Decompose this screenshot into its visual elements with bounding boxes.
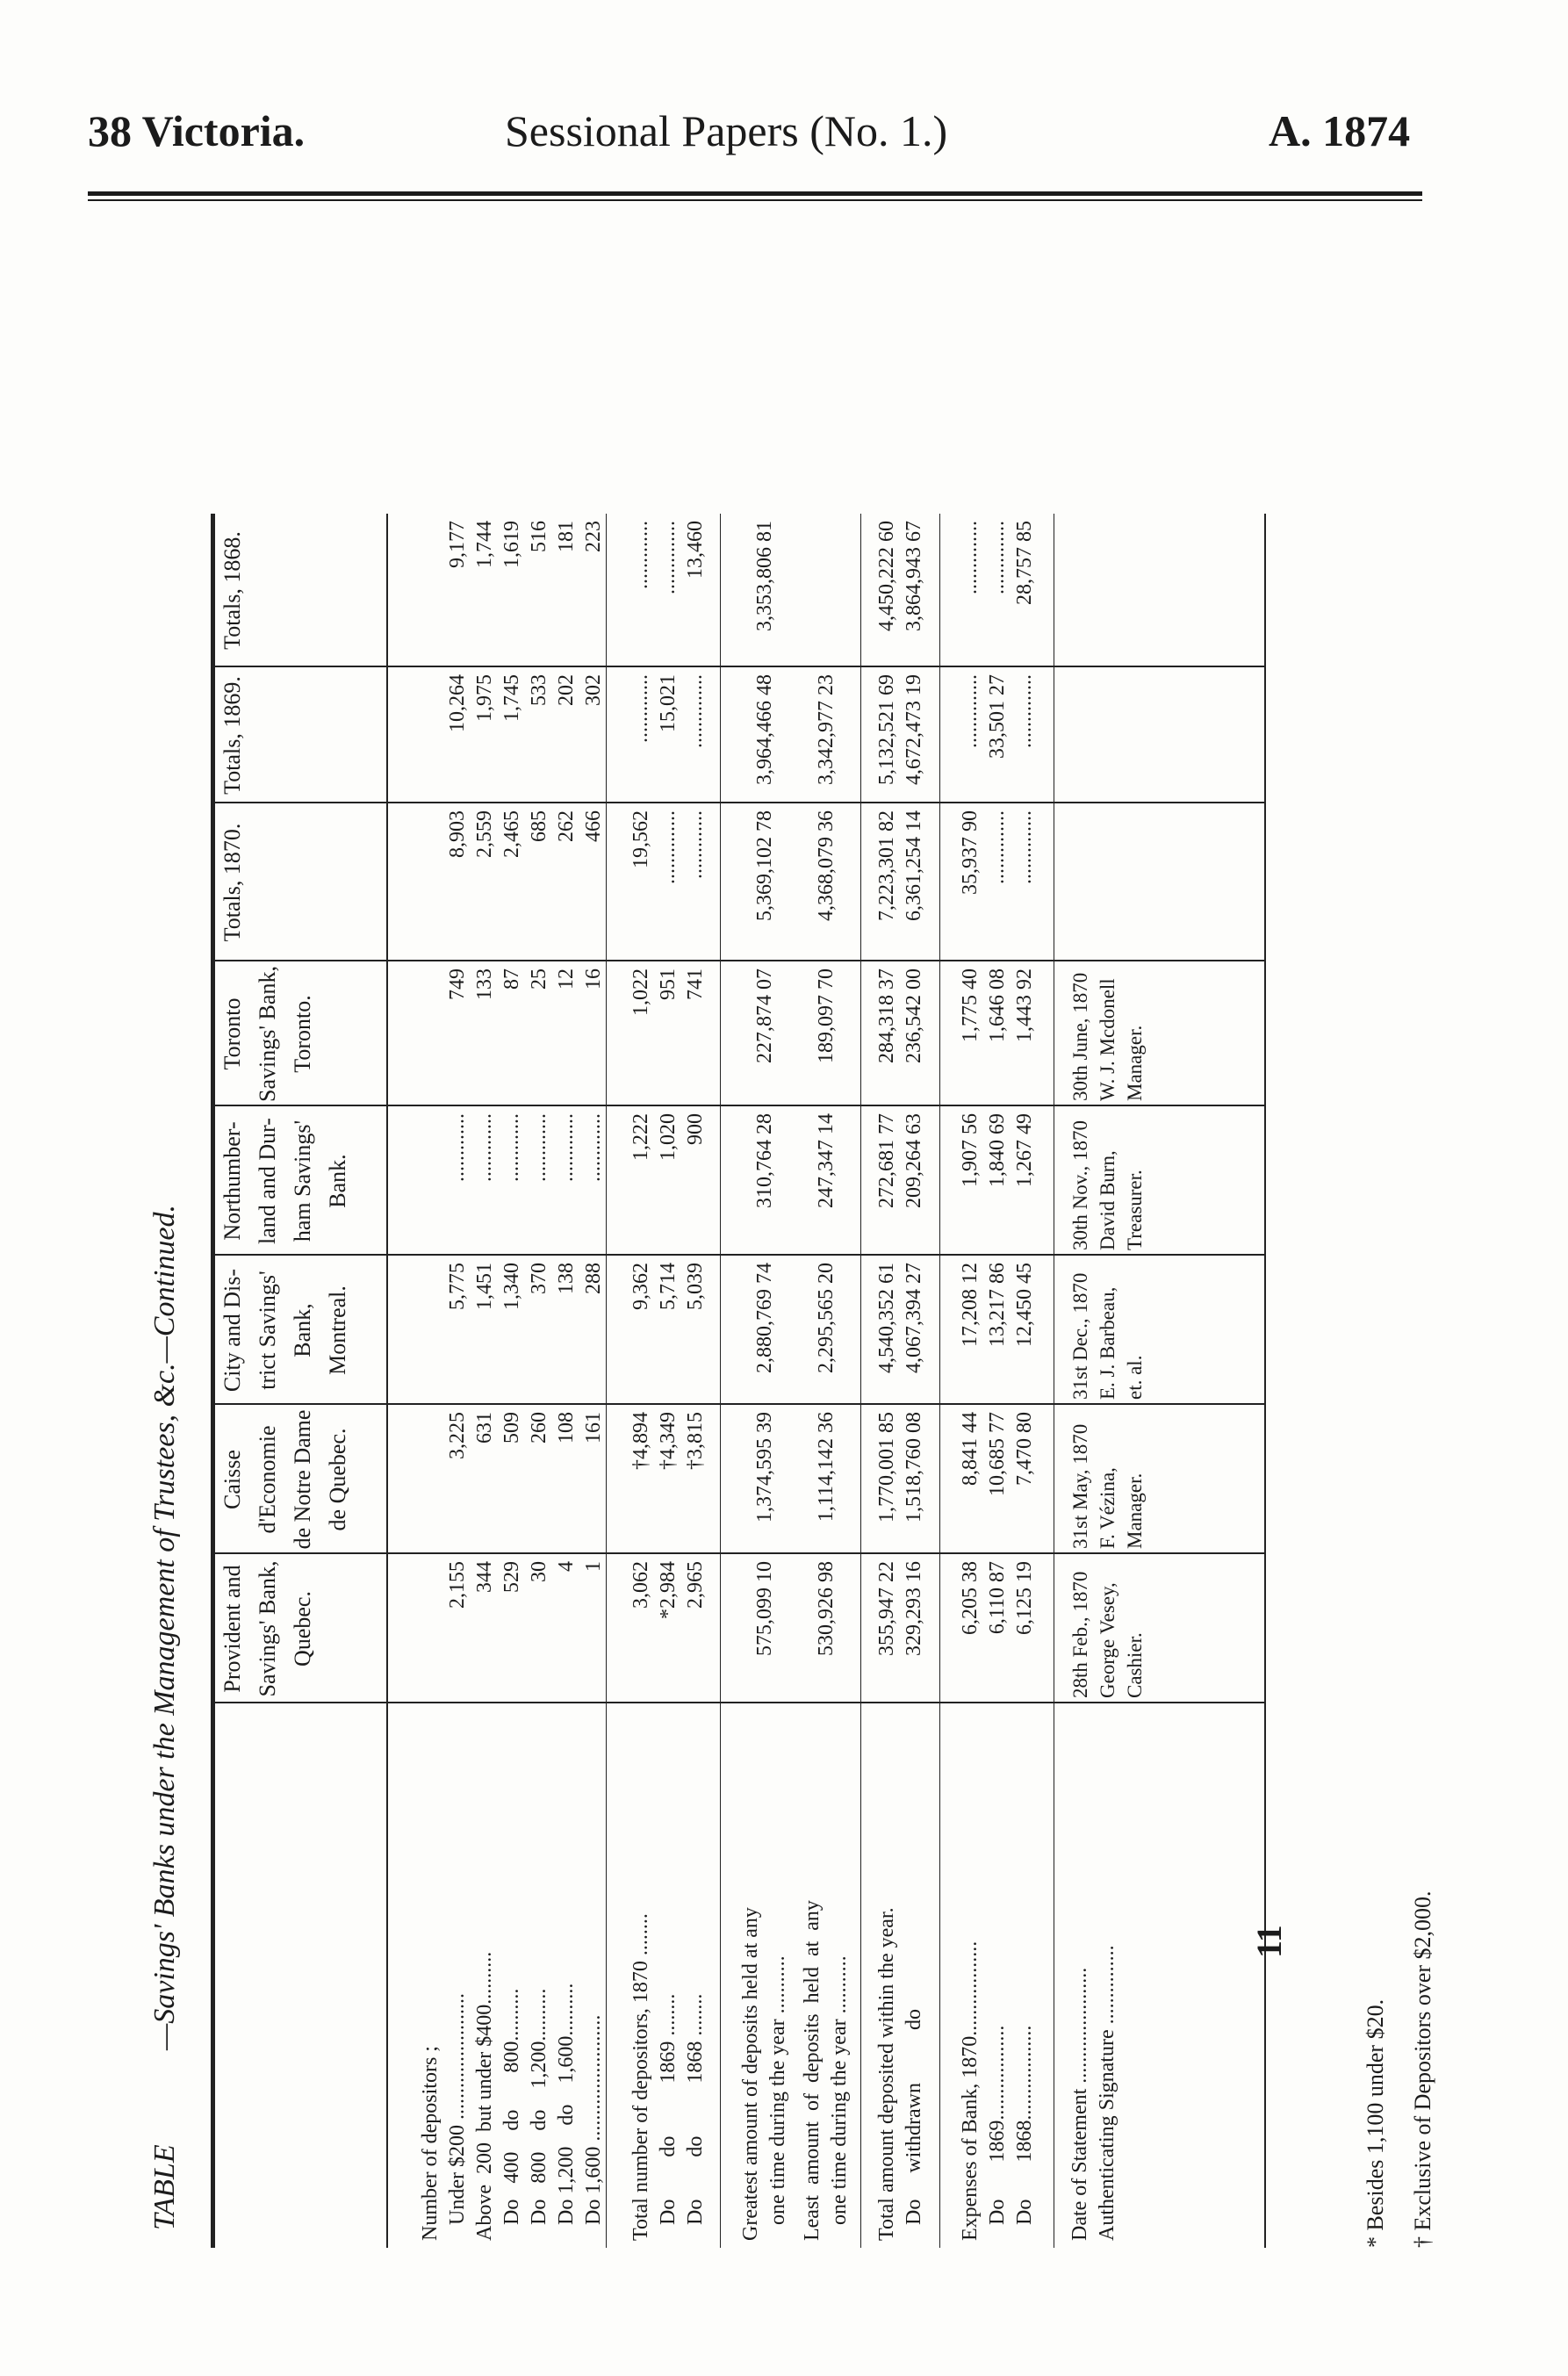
cell-value: 288 [582, 1263, 605, 1294]
cell-value: 2,155 [446, 1561, 469, 1609]
column-header-line: Savings' Bank, [255, 966, 280, 1102]
table-label: TABLE [148, 2144, 181, 2230]
section-rule [860, 514, 861, 2248]
cell-value: 5,775 [446, 1263, 469, 1310]
column-header [215, 961, 391, 1106]
cell-value: 1,744 [473, 521, 496, 568]
cell-value: 7,223,301 82 [875, 810, 898, 921]
column-header-line: Montreal. [325, 1285, 350, 1375]
cell-value: ............. [684, 810, 707, 879]
cell-value: 260 [528, 1412, 550, 1444]
cell-value: 355,947 22 [875, 1561, 898, 1656]
cell-value: 13,460 [684, 521, 707, 579]
cell-value: 227,874 07 [752, 968, 776, 1063]
cell-value: 138 [555, 1263, 578, 1294]
cell-value: 1,770,001 85 [875, 1412, 898, 1523]
cell-value: 12,450 45 [1013, 1263, 1036, 1347]
column-header [215, 1106, 391, 1256]
cell-value: 12 [555, 968, 578, 990]
cell-value: .............. [1013, 810, 1036, 884]
cell-value: .............. [684, 674, 707, 748]
cell-value: 1,020 [657, 1113, 680, 1161]
cell-value: 741 [684, 968, 707, 1000]
cell-value: Manager. [1124, 1025, 1146, 1101]
footnotes [1352, 1890, 1447, 2248]
cell-value: .............. [1013, 674, 1036, 748]
cell-value: 4,540,352 61 [875, 1263, 898, 1373]
row-label: Above 200 but under $400.......... [473, 1951, 496, 2241]
cell-value: 108 [555, 1412, 578, 1444]
cell-value: David Burn, [1097, 1150, 1118, 1250]
cell-value: 6,110 87 [986, 1561, 1009, 1635]
cell-value: ............. [555, 1113, 578, 1182]
cell-value: 2,559 [473, 810, 496, 858]
cell-value: 1,114,142 36 [814, 1412, 838, 1523]
cell-value: 3,342,977 23 [814, 674, 838, 785]
cell-value: 1,745 [500, 674, 523, 722]
cell-value: Treasurer. [1124, 1170, 1146, 1250]
column-header-line: de Notre Dame [290, 1409, 315, 1550]
column-header-line: trict Savings' [255, 1271, 280, 1390]
column-header-line: Toronto [219, 997, 245, 1070]
cell-value: †3,815 [684, 1412, 707, 1470]
column-header-line: d'Economie [255, 1425, 280, 1534]
cell-value: 15,021 [657, 674, 680, 732]
column-header-line: land and Dur- [255, 1118, 280, 1244]
cell-value: 209,264 63 [903, 1113, 925, 1208]
cell-value: 3,964,466 48 [752, 674, 776, 785]
section-rule [939, 514, 940, 2248]
cell-value: 35,937 90 [959, 810, 982, 895]
footnote: * Besides 1,100 under $20. [1363, 1998, 1388, 2248]
cell-value: 4,368,079 36 [814, 810, 838, 921]
cell-value: 202 [555, 674, 578, 706]
row-label: Do do 1868 ........ [684, 1993, 707, 2241]
cell-value: †4,349 [657, 1412, 680, 1470]
cell-value: 223 [582, 521, 605, 552]
cell-value: 3,062 [629, 1561, 652, 1609]
cell-value: 247,347 14 [814, 1113, 838, 1208]
cell-value: 1,907 56 [959, 1113, 982, 1187]
row-label: one time during the year ........... [828, 1955, 851, 2241]
cell-value: 4,067,394 27 [903, 1263, 925, 1373]
cell-value: 530,926 98 [814, 1561, 838, 1656]
cell-value: 1,646 08 [986, 968, 1009, 1042]
cell-value: Cashier. [1124, 1632, 1146, 1698]
cell-value: 13,217 86 [986, 1263, 1009, 1347]
cell-value: ............. [528, 1113, 550, 1182]
cell-value: .............. [657, 521, 680, 594]
row-label: Date of Statement ...................... [1068, 1967, 1091, 2241]
cell-value: 1,222 [629, 1113, 652, 1161]
cell-value: 17,208 12 [959, 1263, 982, 1347]
cell-value: 1,840 69 [986, 1113, 1009, 1187]
row-label: Do 1868.................. [1013, 2025, 1036, 2241]
cell-value: 30th Nov., 1870 [1069, 1120, 1091, 1250]
cell-value: .............. [959, 674, 982, 748]
cell-value: 4 [555, 1561, 578, 1572]
cell-value: 516 [528, 521, 550, 552]
cell-value: .............. [959, 521, 982, 594]
column-header-line: Bank. [325, 1154, 350, 1208]
cell-value: 161 [582, 1412, 605, 1444]
cell-value: 1,340 [500, 1263, 523, 1310]
cell-value: 8,841 44 [959, 1412, 982, 1486]
cell-value: 10,264 [446, 674, 469, 732]
row-label: Expenses of Bank, 1870.................. [959, 1940, 982, 2241]
cell-value: 28,757 85 [1013, 521, 1036, 605]
cell-value: 262 [555, 810, 578, 842]
row-label: Total number of depositors, 1870 ........ [629, 1913, 652, 2241]
cell-value: 25 [528, 968, 550, 990]
cell-value: W. J. Mcdonell [1097, 978, 1118, 1101]
cell-value: 575,099 10 [752, 1561, 776, 1656]
row-label: Greatest amount of deposits held at any [739, 1907, 762, 2241]
cell-value: 133 [473, 968, 496, 1000]
cell-value: 2,295,565 20 [814, 1263, 838, 1373]
row-label: Under $200 ........................ [446, 1993, 469, 2241]
cell-value: .............. [657, 810, 680, 884]
publication-title: Sessional Papers (No. 1.) [505, 106, 948, 155]
cell-value: 1,518,760 08 [903, 1412, 925, 1523]
cell-value: Manager. [1124, 1472, 1146, 1549]
cell-value: 87 [500, 968, 523, 990]
cell-value: 310,764 28 [752, 1113, 776, 1208]
page-number: 11 [1249, 1925, 1289, 1958]
column-header [215, 1405, 391, 1554]
cell-value: 951 [657, 968, 680, 1000]
cell-value: 8,903 [446, 810, 469, 858]
session-label: 38 Victoria. [88, 106, 306, 155]
column-header-line: Quebec. [290, 1591, 315, 1667]
cell-value: .............. [986, 521, 1009, 594]
year-label: A. 1874 [1269, 106, 1411, 155]
cell-value: ............. [446, 1113, 469, 1182]
cell-value: 3,225 [446, 1412, 469, 1459]
cell-value: 2,880,769 74 [752, 1263, 776, 1373]
cell-value: 284,318 37 [875, 968, 898, 1063]
cell-value: 33,501 27 [986, 674, 1009, 759]
cell-value: 631 [473, 1412, 496, 1444]
cell-value: 4,450,222 60 [875, 521, 898, 631]
cell-value: .............. [986, 810, 1009, 884]
cell-value: 5,132,521 69 [875, 674, 898, 785]
row-label: Least amount of deposits held at any [801, 1900, 824, 2241]
cell-value: ............. [629, 674, 652, 743]
column-header [215, 803, 391, 961]
cell-value: 31st Dec., 1870 [1069, 1272, 1091, 1400]
section-rule [720, 514, 721, 2248]
cell-value: 533 [528, 674, 550, 706]
row-label: one time during the year ........... [766, 1955, 789, 2241]
cell-value: 236,542 00 [903, 968, 925, 1063]
column-header-line: Totals, 1868. [219, 531, 245, 650]
column-header-line: Savings' Bank, [255, 1560, 280, 1697]
table-bottom-rule [1264, 514, 1266, 2248]
cell-value: 6,205 38 [959, 1561, 982, 1635]
cell-value: 9,362 [629, 1263, 652, 1310]
row-label: Total amount deposited within the year. [875, 1907, 898, 2241]
cell-value: 30th June, 1870 [1069, 972, 1091, 1101]
cell-value: 685 [528, 810, 550, 842]
cell-value: 900 [684, 1113, 707, 1145]
column-header-line: de Quebec. [325, 1428, 350, 1531]
cell-value: ............. [500, 1113, 523, 1182]
cell-value: 466 [582, 810, 605, 842]
cell-value: 1,267 49 [1013, 1113, 1036, 1187]
column-header-line: Caisse [219, 1450, 245, 1509]
cell-value: 2,465 [500, 810, 523, 858]
cell-value: 4,672,473 19 [903, 674, 925, 785]
column-header [215, 1554, 391, 1703]
row-label: Number of depositors ; [419, 2046, 442, 2241]
column-header [215, 667, 391, 803]
row-label: Do 1,200 do 1,600.......... [555, 1983, 578, 2241]
cell-value: 16 [582, 968, 605, 990]
column-header-line: Toronto. [290, 995, 315, 1073]
cell-value: ............. [582, 1113, 605, 1182]
cell-value: 6,361,254 14 [903, 810, 925, 921]
column-header-line: Totals, 1870. [219, 823, 245, 942]
cell-value: 189,097 70 [814, 968, 838, 1063]
column-header-line: City and Dis- [219, 1268, 245, 1393]
column-header-line: ham Savings' [290, 1120, 315, 1242]
cell-value: 181 [555, 521, 578, 552]
cell-value: ............. [629, 521, 652, 589]
cell-value: 370 [528, 1263, 550, 1294]
footnote: † Exclusive of Depositors over $2,000. [1410, 1890, 1435, 2248]
cell-value: 1,451 [473, 1263, 496, 1310]
column-header [215, 1256, 391, 1405]
cell-value: 529 [500, 1561, 523, 1593]
cell-value: *2,984 [657, 1561, 680, 1619]
cell-value: 1 [582, 1561, 605, 1572]
cell-value: George Vesey, [1097, 1582, 1118, 1698]
cell-value: 30 [528, 1561, 550, 1582]
cell-value: 5,369,102 78 [752, 810, 776, 921]
column-header-line: Northumber- [219, 1121, 245, 1241]
cell-value: 28th Feb., 1870 [1069, 1571, 1091, 1698]
row-label: Do 1,600 ........................ [582, 2014, 605, 2241]
cell-value: 19,562 [629, 810, 652, 868]
cell-value: 302 [582, 674, 605, 706]
cell-value: 1,775 40 [959, 968, 982, 1042]
row-label: Do 400 do 800.......... [500, 1988, 523, 2241]
cell-value: 1,443 92 [1013, 968, 1036, 1042]
cell-value: 3,353,806 81 [752, 521, 776, 631]
column-header-line: Provident and [219, 1565, 245, 1693]
cell-value: 31st May, 1870 [1069, 1423, 1091, 1549]
cell-value: 509 [500, 1412, 523, 1444]
cell-value: 749 [446, 968, 469, 1000]
cell-value: 6,125 19 [1013, 1561, 1036, 1635]
cell-value: E. J. Barbeau, [1097, 1286, 1118, 1400]
cell-value: et. al. [1124, 1355, 1146, 1400]
cell-value: 7,470 80 [1013, 1412, 1036, 1486]
cell-value: 5,039 [684, 1263, 707, 1310]
cell-value: 329,293 16 [903, 1561, 925, 1656]
row-label: Authenticating Signature ............... [1096, 1945, 1118, 2241]
rotated-table [149, 53, 1501, 2248]
column-header-line: Bank, [290, 1303, 315, 1357]
table-title: —Savings' Banks under the Management of Trustees, &c.—Continued. [148, 1205, 181, 2050]
cell-value: F. Vézina, [1097, 1467, 1118, 1549]
cell-value: 1,374,595 39 [752, 1412, 776, 1523]
row-label: Do withdrawn do [903, 2009, 925, 2241]
cell-value: 3,864,943 67 [903, 521, 925, 631]
cell-value: 2,965 [684, 1561, 707, 1609]
cell-value: 9,177 [446, 521, 469, 568]
cell-value: 1,975 [473, 674, 496, 722]
cell-value: 5,714 [657, 1263, 680, 1310]
cell-value: 10,685 77 [986, 1412, 1009, 1496]
cell-value: 272,681 77 [875, 1113, 898, 1208]
row-label: Do 1869.................. [986, 2025, 1009, 2241]
cell-value: ............. [473, 1113, 496, 1182]
cell-value: 1,022 [629, 968, 652, 1016]
cell-value: †4,894 [629, 1412, 652, 1470]
column-header [215, 514, 391, 667]
row-label: Do do 1869 ........ [657, 1993, 680, 2241]
cell-value: 1,619 [500, 521, 523, 568]
row-label: Do 800 do 1,200.......... [528, 1988, 550, 2241]
column-header-line: Totals, 1869. [219, 676, 245, 795]
cell-value: 344 [473, 1561, 496, 1593]
